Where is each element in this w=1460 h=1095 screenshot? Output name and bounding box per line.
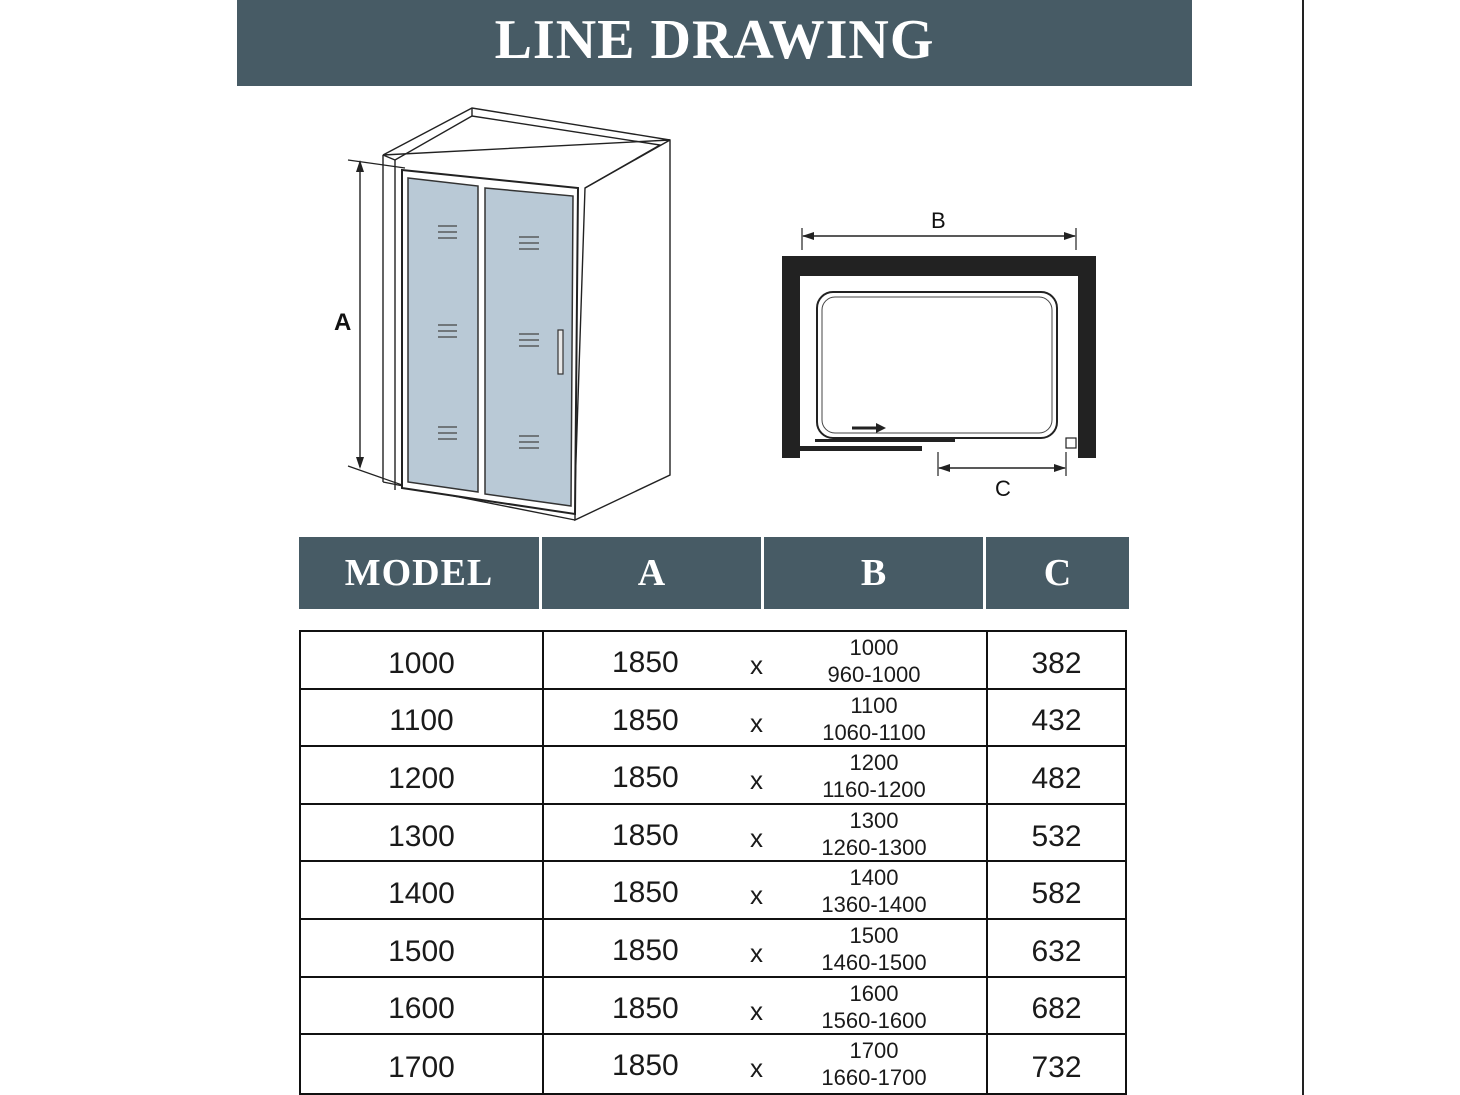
a-value: 1850	[612, 761, 679, 795]
sliding-door	[402, 170, 578, 514]
table-header	[299, 537, 1129, 609]
table-row	[301, 747, 1125, 805]
times-separator: x	[750, 880, 763, 911]
times-separator: x	[750, 937, 763, 968]
table-row	[301, 805, 1125, 863]
ab-cell	[544, 978, 988, 1034]
c-cell: 632	[1031, 934, 1082, 968]
title-banner	[237, 0, 1192, 86]
b-values	[794, 980, 954, 1034]
c-cell: 532	[1031, 819, 1082, 853]
ab-cell	[544, 862, 988, 918]
a-value: 1850	[612, 703, 679, 737]
b-nominal: 1100	[850, 692, 898, 718]
right-edge-rule	[1302, 0, 1304, 1095]
b-range: 1260-1300	[821, 834, 927, 860]
c-cell: 582	[1031, 877, 1082, 911]
model-cell: 1400	[301, 862, 544, 918]
model-cell: 1500	[301, 920, 544, 976]
header-c: C	[986, 537, 1129, 609]
b-values	[794, 807, 954, 861]
b-nominal: 1600	[849, 980, 899, 1006]
model-cell: 1300	[301, 805, 544, 861]
ab-cell	[544, 632, 988, 688]
b-range: 1060-1100	[822, 719, 926, 745]
header-b: B	[764, 537, 986, 609]
a-value: 1850	[612, 646, 679, 679]
c-cell: 482	[1031, 761, 1082, 795]
b-nominal: 1700	[849, 1038, 899, 1064]
b-range: 1460-1500	[821, 949, 927, 975]
table-row	[301, 1035, 1125, 1093]
header-model: MODEL	[299, 537, 542, 609]
header-a: A	[542, 537, 764, 609]
b-values	[794, 692, 954, 746]
times-separator: x	[750, 765, 763, 796]
dimension-b-label: B	[931, 208, 946, 233]
table-row	[301, 632, 1125, 690]
b-range: 960-1000	[827, 662, 921, 687]
c-cell: 432	[1031, 704, 1082, 738]
b-nominal: 1200	[849, 750, 899, 776]
b-range: 1560-1600	[821, 1007, 927, 1033]
door-handle-icon	[558, 330, 563, 374]
dimension-c	[938, 452, 1066, 501]
b-values	[794, 864, 954, 918]
a-value: 1850	[612, 1049, 679, 1083]
plan-view-drawing	[770, 200, 1110, 510]
ab-cell	[544, 805, 988, 861]
page-title: LINE DRAWING	[494, 9, 935, 71]
model-cell: 1700	[301, 1035, 544, 1093]
b-range: 1160-1200	[822, 777, 926, 803]
ab-cell	[544, 920, 988, 976]
b-values	[794, 749, 954, 803]
model-cell: 1200	[301, 747, 544, 803]
c-cell: 732	[1031, 1050, 1082, 1084]
b-nominal: 1000	[849, 635, 899, 660]
b-values	[794, 634, 954, 688]
dimensions-table	[299, 630, 1127, 1095]
b-nominal: 1400	[849, 865, 899, 891]
c-cell: 682	[1031, 992, 1082, 1026]
a-value: 1850	[612, 818, 679, 852]
b-range: 1360-1400	[821, 892, 927, 918]
ab-cell	[544, 1035, 988, 1093]
table-row	[301, 862, 1125, 920]
table-row	[301, 690, 1125, 748]
slide-direction-arrow-icon	[852, 423, 886, 433]
ab-cell	[544, 690, 988, 746]
a-value: 1850	[612, 933, 679, 967]
shower-tray	[817, 292, 1057, 438]
front-elevation-drawing	[320, 100, 690, 530]
a-value: 1850	[612, 876, 679, 910]
times-separator: x	[750, 995, 763, 1026]
times-separator: x	[750, 822, 763, 853]
dimension-b	[802, 208, 1076, 250]
ab-cell	[544, 747, 988, 803]
c-cell: 382	[1031, 646, 1082, 680]
dimension-c-label: C	[995, 476, 1011, 501]
dimension-a-label: A	[334, 309, 352, 336]
table-row	[301, 920, 1125, 978]
model-cell: 1000	[301, 632, 544, 688]
table-row	[301, 978, 1125, 1036]
a-value: 1850	[612, 991, 679, 1025]
b-values	[794, 922, 954, 976]
b-values	[794, 1037, 954, 1091]
times-separator: x	[750, 650, 763, 680]
times-separator: x	[750, 707, 763, 738]
model-cell: 1100	[301, 690, 544, 746]
model-cell: 1600	[301, 978, 544, 1034]
b-nominal: 1300	[849, 807, 899, 833]
times-separator: x	[750, 1053, 763, 1084]
b-range: 1660-1700	[821, 1065, 927, 1091]
b-nominal: 1500	[849, 922, 899, 948]
